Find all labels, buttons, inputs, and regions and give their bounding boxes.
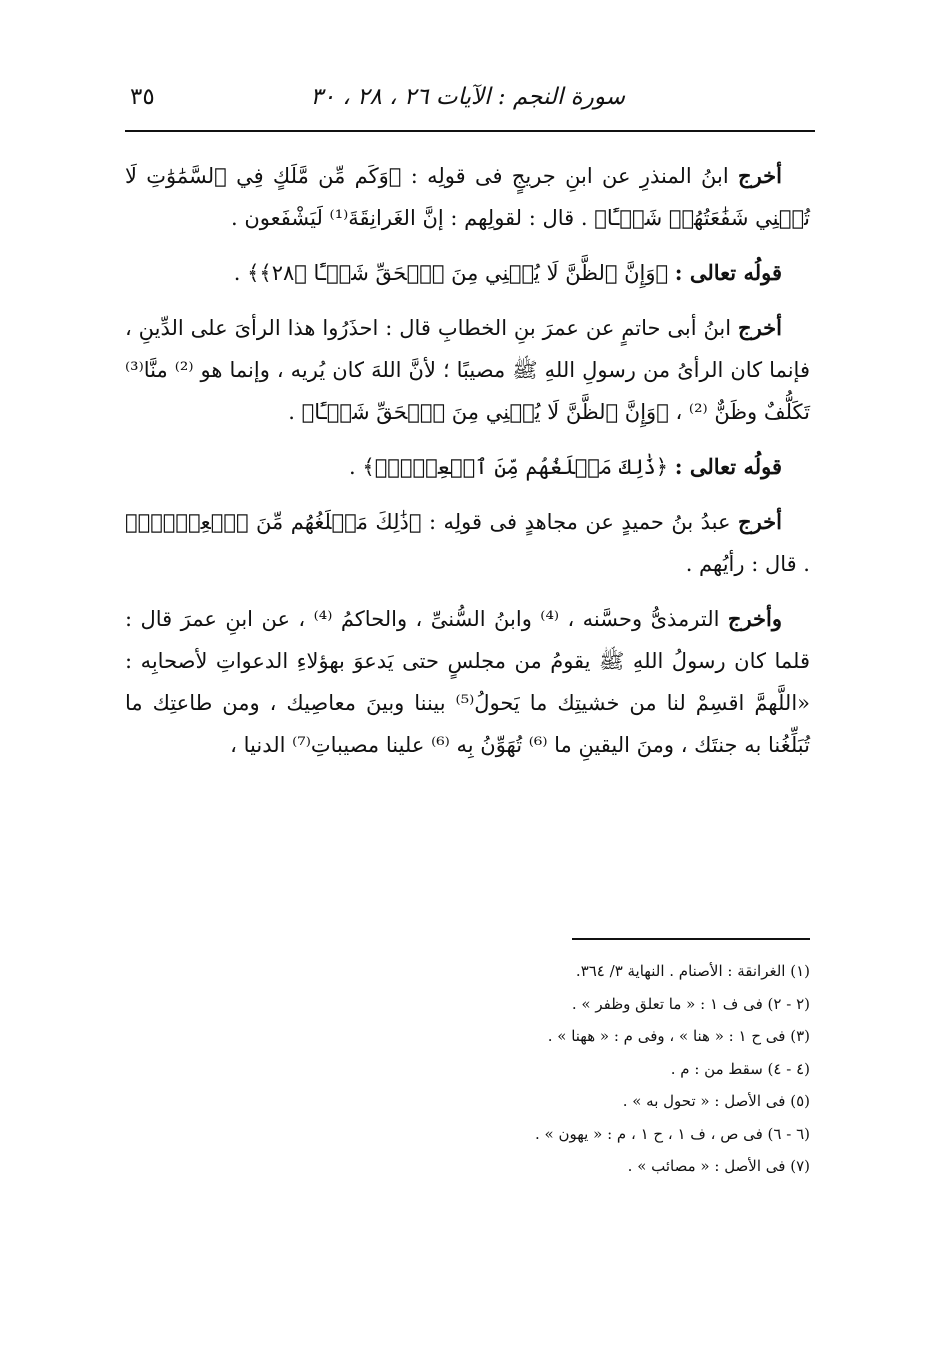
- footnote-2: (٢ - ٢) فى ف ١ : « ما تعلق وظفر » .: [571, 994, 810, 1013]
- footnote-5: (٥) فى الأصل : « تحول به » .: [622, 1092, 810, 1110]
- paragraph-lead: أخرج: [738, 315, 782, 340]
- footnotes: [125, 955, 810, 1183]
- paragraph-text: ابنُ المنذرِ عن ابنِ جريجٍ فى قولِه : ﴿وَكَم مِّن مَّلَكٍ فِي ٱلسَّمَٰوَٰتِ لَا تُغۡنِي شَفَٰعَتُهُمۡ شَيۡـًٔا﴾ . قال : لقولِهم : إنَّ الغَرانِقَةَ⁽¹⁾ لَيَشْفَعون .: [125, 164, 810, 230]
- paragraph-text: ﴿وَإِنَّ ٱلظَّنَّ لَا يُغۡنِي مِنَ ٱلۡحَقِّ شَيۡـًٔا ﴿٢٨﴾﴾ .: [233, 261, 675, 285]
- paragraph-lead: وأخرج: [727, 606, 782, 631]
- header-rule: [125, 130, 815, 132]
- paragraph-lead: قولُه تعالى :: [674, 454, 782, 479]
- footnote-3: (٣) فى ح ١ : « هنا » ، وفى م : « ههنا » .: [547, 1027, 810, 1045]
- running-header: [125, 78, 815, 128]
- footnote-1: (١) الغرانقة : الأصنام . النهاية ٣/ ٣٦٤.: [575, 962, 810, 980]
- paragraph-3: [125, 307, 810, 433]
- footnote-6: (٦ - ٦) فى ص ، ف ١ ، ح ١ ، م : « يهون » .: [535, 1124, 810, 1143]
- paragraph-6: [125, 598, 810, 766]
- footnote-rule: [572, 938, 810, 940]
- chapter-title: سورة النجم : الآيات ٢٦ ، ٢٨ ، ٣٠: [310, 84, 625, 110]
- paragraph-4: [125, 446, 810, 488]
- paragraph-text: الترمذىُّ وحسَّنه ، ⁽⁴⁾ وابنُ السُّنىِّ ، والحاكمُ ⁽⁴⁾ ، عن ابنِ عمرَ قال : قلما كان رسولُ اللهِ ﷺ يقومُ من مجلسٍ حتى يَدعوَ بهؤلاءِ الدعواتِ لأصحابِه : «اللَّهمَّ اقسِمْ لنا من خشيتِك ما يَحولُ⁽⁵⁾ بيننا وبينَ معاصِيك ، ومن طاعتِك ما تُبَلِّغُنا به جنتَك ، ومنَ اليقينِ ما ⁽⁶⁾ تُهَوِّنُ بِه ⁽⁶⁾ علينا مصيباتِ⁽⁷⁾ الدنيا ،: [125, 607, 811, 757]
- paragraph-lead: أخرج: [738, 509, 782, 534]
- footnote-4: (٤ - ٤) سقط من : م .: [670, 1059, 810, 1078]
- paragraph-text: ابنُ أبى حاتمٍ عن عمرَ بنِ الخطابِ قال : احذَرُوا هذا الرأىَ على الدِّينِ ، فإنما كان الرأىُ من رسولِ اللهِ ﷺ مصيبًا ؛ لأنَّ اللهَ كان يُريه ، وإنما هو ⁽²⁾ منَّا⁽³⁾ تَكَلُّفٌ وظَنٌّ ⁽²⁾ ، ﴿وَإِنَّ ٱلظَّنَّ لَا يُغۡنِي مِنَ ٱلۡحَقِّ شَيۡـًٔا﴾ .: [125, 316, 810, 424]
- paragraph-text: عبدُ بنُ حميدٍ عن مجاهدٍ فى قولِه : ﴿ذَٰلِكَ مَبۡلَغُهُم مِّنَ ٱلۡعِلۡمِۚ﴾ . قال : رأيُهم .: [125, 510, 810, 576]
- paragraph-lead: أخرج: [738, 163, 782, 188]
- paragraph-1: [125, 155, 810, 239]
- paragraph-5: [125, 501, 810, 585]
- page-number: ٣٥: [130, 84, 155, 110]
- paragraph-lead: قولُه تعالى :: [674, 260, 782, 285]
- main-text: [125, 155, 810, 779]
- footnote-7: (٧) فى الأصل : « مصائب » .: [627, 1157, 810, 1175]
- paragraph-text: ﴿ذَٰلِكَ مَبۡلَغُهُم مِّنَ ٱلۡعِلۡمِۚ﴾ .: [349, 455, 675, 479]
- paragraph-2: [125, 252, 810, 294]
